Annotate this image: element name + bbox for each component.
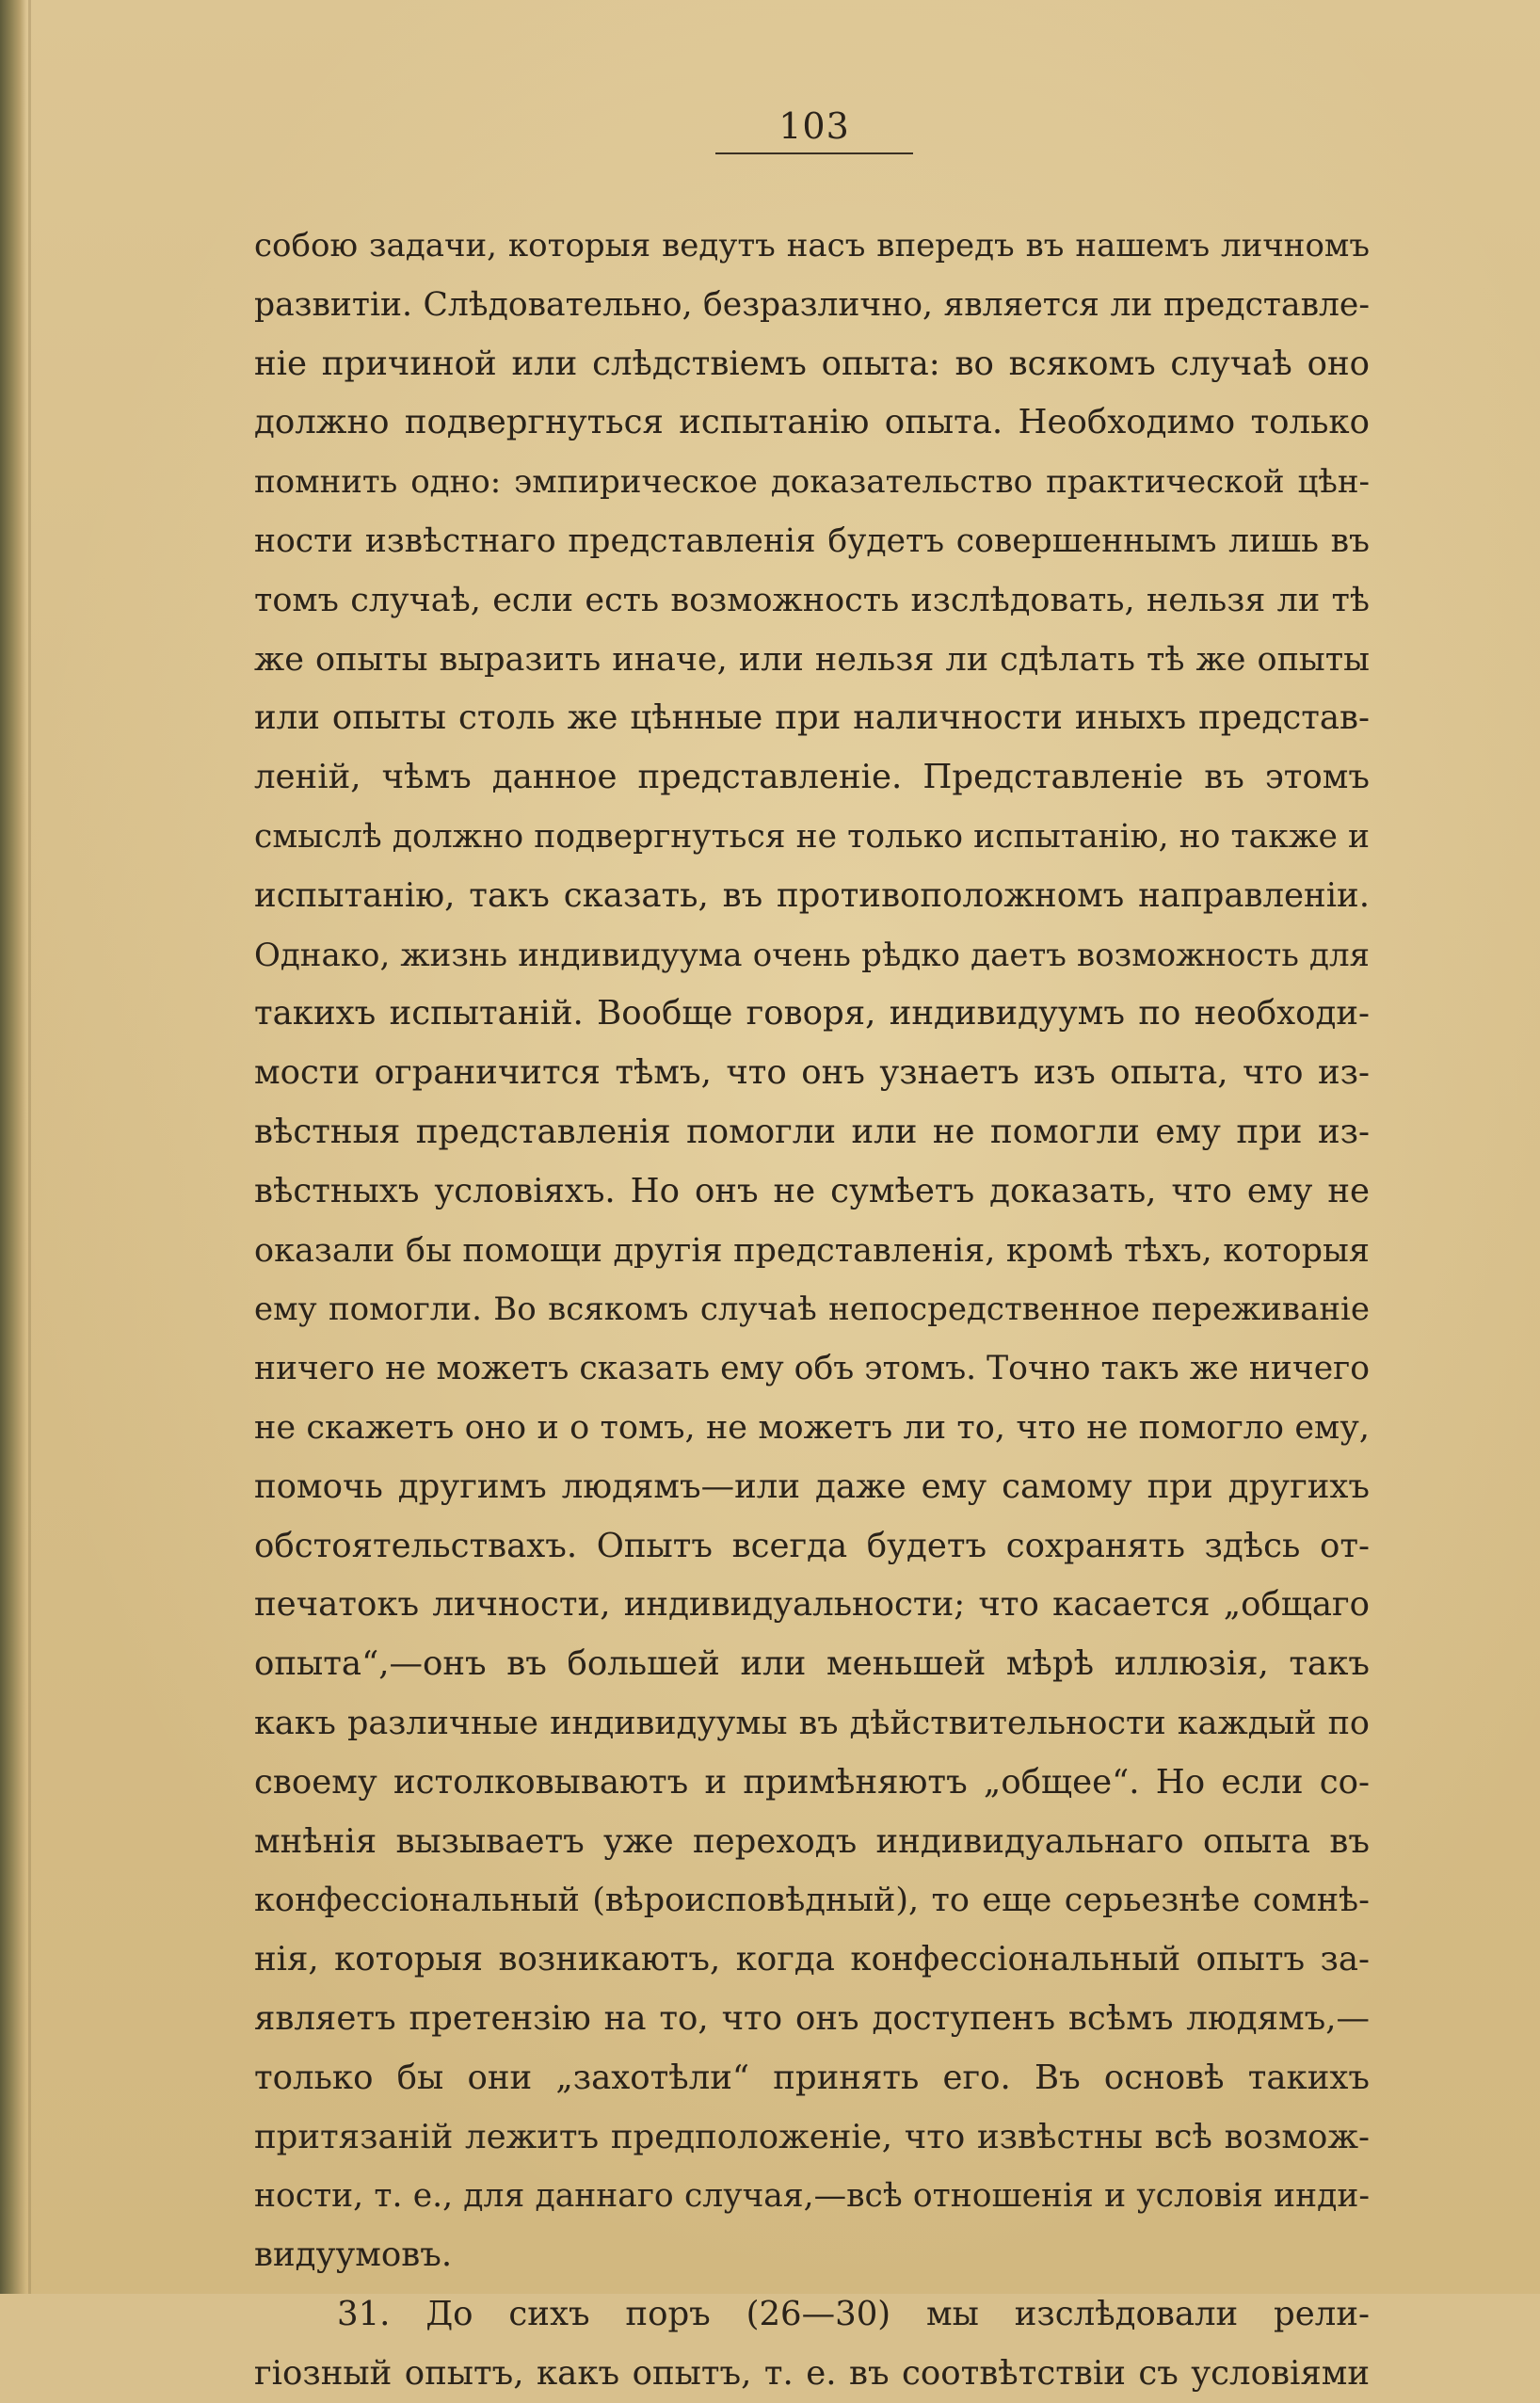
body-text — [254, 216, 1370, 2403]
text-line: конфессіональный (вѣроисповѣдный), то еще серьезнѣе сомнѣ- — [254, 1882, 1370, 1920]
text-line-paragraph-end: видуумовъ. — [254, 2235, 453, 2275]
text-line: являетъ претензію на то, что онъ доступенъ всѣмъ людямъ,— — [254, 1998, 1370, 2038]
text-line: печатокъ личности, индивидуальности; что касается „общаго — [254, 1585, 1370, 1625]
text-line: должно подвергнуться испытанію опыта. Необходимо только — [254, 403, 1370, 442]
text-line-section-start: 31. До сихъ поръ (26—30) мы изслѣдовали рели- — [337, 2294, 1370, 2333]
text-line: мнѣнія вызываетъ уже переходъ индивидуальнаго опыта въ — [254, 1821, 1370, 1861]
text-line: ности извѣстнаго представленія будетъ совершеннымъ лишь въ — [254, 521, 1370, 560]
text-line: собою задачи, которыя ведутъ насъ впередъ въ нашемъ личномъ — [254, 227, 1370, 264]
text-line: Однако, жизнь индивидуума очень рѣдко даетъ возможность для — [254, 936, 1370, 974]
text-line: только бы они „захотѣли“ принять его. Въ основѣ такихъ — [254, 2058, 1370, 2097]
text-line: вѣстныя представленія помогли или не помогли ему при из- — [254, 1112, 1370, 1151]
text-line: не скажетъ оно и о томъ, не можетъ ли то, что не помогло ему, — [254, 1408, 1370, 1447]
text-line: помочь другимъ людямъ—или даже ему самому при другихъ — [254, 1466, 1370, 1506]
page-number: 103 — [778, 105, 850, 147]
text-line: смыслѣ должно подвергнуться не только испытанію, но также и — [254, 817, 1370, 856]
text-line: вѣстныхъ условіяхъ. Но онъ не сумѣетъ доказать, что ему не — [254, 1171, 1370, 1210]
page-number-rule — [715, 152, 913, 154]
text-line: развитіи. Слѣдовательно, безразлично, является ли представле- — [254, 285, 1370, 324]
text-line: помнить одно: эмпирическое доказательство практической цѣн- — [254, 463, 1370, 502]
binding-shadow — [28, 0, 31, 2294]
text-line: ности, т. е., для даннаго случая,—всѣ отношенія и условія инди- — [254, 2177, 1370, 2216]
text-line: ничего не можетъ сказать ему объ этомъ. Точно такъ же ничего — [254, 1350, 1370, 1388]
text-line: какъ различные индивидуумы въ дѣйствительности каждый по — [254, 1704, 1370, 1742]
text-line: притязаній лежитъ предположеніе, что извѣстны всѣ возмож- — [254, 2117, 1370, 2156]
text-line: или опыты столь же цѣнные при наличности иныхъ представ- — [254, 698, 1370, 738]
text-line: томъ случаѣ, если есть возможность изслѣдовать, нельзя ли тѣ — [254, 581, 1370, 619]
text-line: ніе причиной или слѣдствіемъ опыта: во всякомъ случаѣ оно — [254, 344, 1370, 383]
text-line: мости ограничится тѣмъ, что онъ узнаетъ изъ опыта, что из- — [254, 1053, 1370, 1093]
text-line: ему помогли. Во всякомъ случаѣ непосредственное переживаніе — [254, 1290, 1370, 1329]
text-line: опыта“,—онъ въ большей или меньшей мѣрѣ иллюзія, такъ — [254, 1644, 1370, 1684]
text-line: же опыты выразить иначе, или нельзя ли сдѣлать тѣ же опыты — [254, 640, 1370, 679]
text-line: обстоятельствахъ. Опытъ всегда будетъ сохранять здѣсь от- — [254, 1526, 1370, 1565]
text-line: леній, чѣмъ данное представленіе. Представленіе въ этомъ — [254, 758, 1370, 797]
text-line: оказали бы помощи другія представленія, кромѣ тѣхъ, которыя — [254, 1231, 1370, 1270]
text-line: нія, которыя возникаютъ, когда конфессіональный опытъ за- — [254, 1940, 1370, 1979]
text-line: своему истолковываютъ и примѣняютъ „общее“. Но если со- — [254, 1762, 1370, 1802]
text-line: испытанію, такъ сказать, въ противоположномъ направленіи. — [254, 875, 1370, 915]
page-binding-edge — [0, 0, 26, 2294]
text-line: гіозный опытъ, какъ опытъ, т. е. въ соотвѣтствіи съ условіями — [254, 2353, 1370, 2393]
text-line: такихъ испытаній. Вообще говоря, индивидуумъ по необходи- — [254, 994, 1370, 1033]
